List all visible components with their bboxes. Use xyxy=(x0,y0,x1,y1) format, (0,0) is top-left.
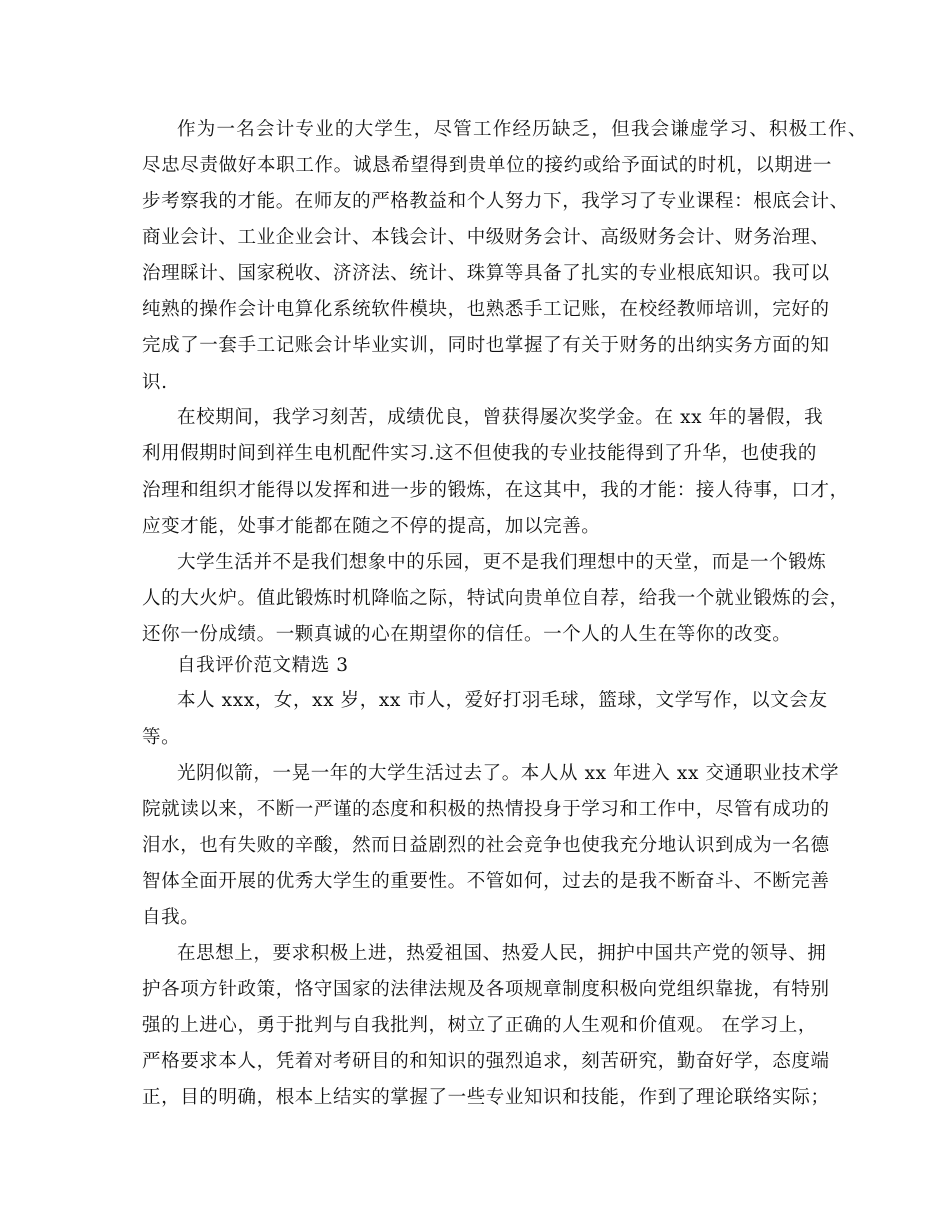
text-line: 智体全面开展的优秀大学生的重要性。不管如何，过去的是我不断奋斗、不断完善 xyxy=(142,871,830,892)
text-line: 作为一名会计专业的大学生，尽管工作经历缺乏，但我会谦虚学习、积极工作、 xyxy=(177,119,867,140)
text-line: 大学生活并不是我们想象中的乐园，更不是我们理想中的天堂，而是一个锻炼 xyxy=(177,552,827,573)
text-line: 等。 xyxy=(142,727,181,748)
text-line: 护各项方针政策，恪守国家的法律法规及各项规章制度积极向党组织靠拢，有特别 xyxy=(142,979,830,1000)
text-line: 完成了一套手工记账会计毕业实训，同时也掌握了有关于财务的出纳实务方面的知 xyxy=(142,335,830,356)
text-line: 严格要求本人，凭着对考研目的和知识的强烈追求，刻苦研究，勤奋好学，态度端 xyxy=(142,1051,830,1072)
text-line: 光阴似箭，一晃一年的大学生活过去了。本人从 xx 年进入 xx 交通职业技术学 xyxy=(177,763,840,784)
text-line: 还你一份成绩。一颗真诚的心在期望你的信任。一个人的人生在等你的改变。 xyxy=(142,624,792,645)
text-line: 纯熟的操作会计电算化系统软件模块，也熟悉手工记账，在校经教师培训，完好的 xyxy=(142,299,830,320)
text-line: 在校期间，我学习刻苦，成绩优良，曾获得屡次奖学金。在 xx 年的暑假，我 xyxy=(177,407,824,428)
text-line: 院就读以来，不断一严谨的态度和积极的热情投身于学习和工作中，尽管有成功的 xyxy=(142,799,830,820)
text-line: 治理和组织才能得以发挥和进一步的锻炼，在这其中，我的才能：接人待事，口才， xyxy=(142,480,849,501)
text-line: 泪水，也有失败的辛酸，然而日益剧烈的社会竞争也使我充分地认识到成为一名德 xyxy=(142,835,830,856)
text-line: 本人 xxx，女，xx 岁，xx 市人，爱好打羽毛球，篮球，文学写作，以文会友 xyxy=(177,690,828,711)
text-line: 正，目的明确，根本上结实的掌握了一些专业知识和技能，作到了理论联络实际； xyxy=(142,1087,830,1108)
text-line: 尽忠尽责做好本职工作。诚恳希望得到贵单位的接约或给予面试的时机，以期进一 xyxy=(142,155,832,176)
text-line: 人的大火炉。值此锻炼时机降临之际，特试向贵单位自荐，给我一个就业锻炼的会， xyxy=(142,588,849,609)
text-line: 步考察我的才能。在师友的严格教益和个人努力下，我学习了专业课程：根底会计、 xyxy=(142,191,849,212)
text-line: 利用假期时间到祥生电机配件实习.这不但使我的专业技能得到了升华，也使我的 xyxy=(142,443,817,464)
text-line: 强的上进心，勇于批判与自我批判，树立了正确的人生观和价值观。 在学习上， xyxy=(142,1015,817,1036)
section-heading: 自我评价范文精选 3 xyxy=(177,655,349,676)
text-line: 自我。 xyxy=(142,907,200,928)
text-line: 在思想上，要求积极上进，热爱祖国、热爱人民，拥护中国共产党的领导、拥 xyxy=(177,943,827,964)
text-line: 治理睬计、国家税收、济济法、统计、珠算等具备了扎实的专业根底知识。我可以 xyxy=(142,263,830,284)
text-line: 商业会计、工业企业会计、本钱会计、中级财务会计、高级财务会计、财务治理、 xyxy=(142,227,830,248)
text-line: 识. xyxy=(142,372,168,393)
text-line: 应变才能，处事才能都在随之不停的提高，加以完善。 xyxy=(142,516,601,537)
